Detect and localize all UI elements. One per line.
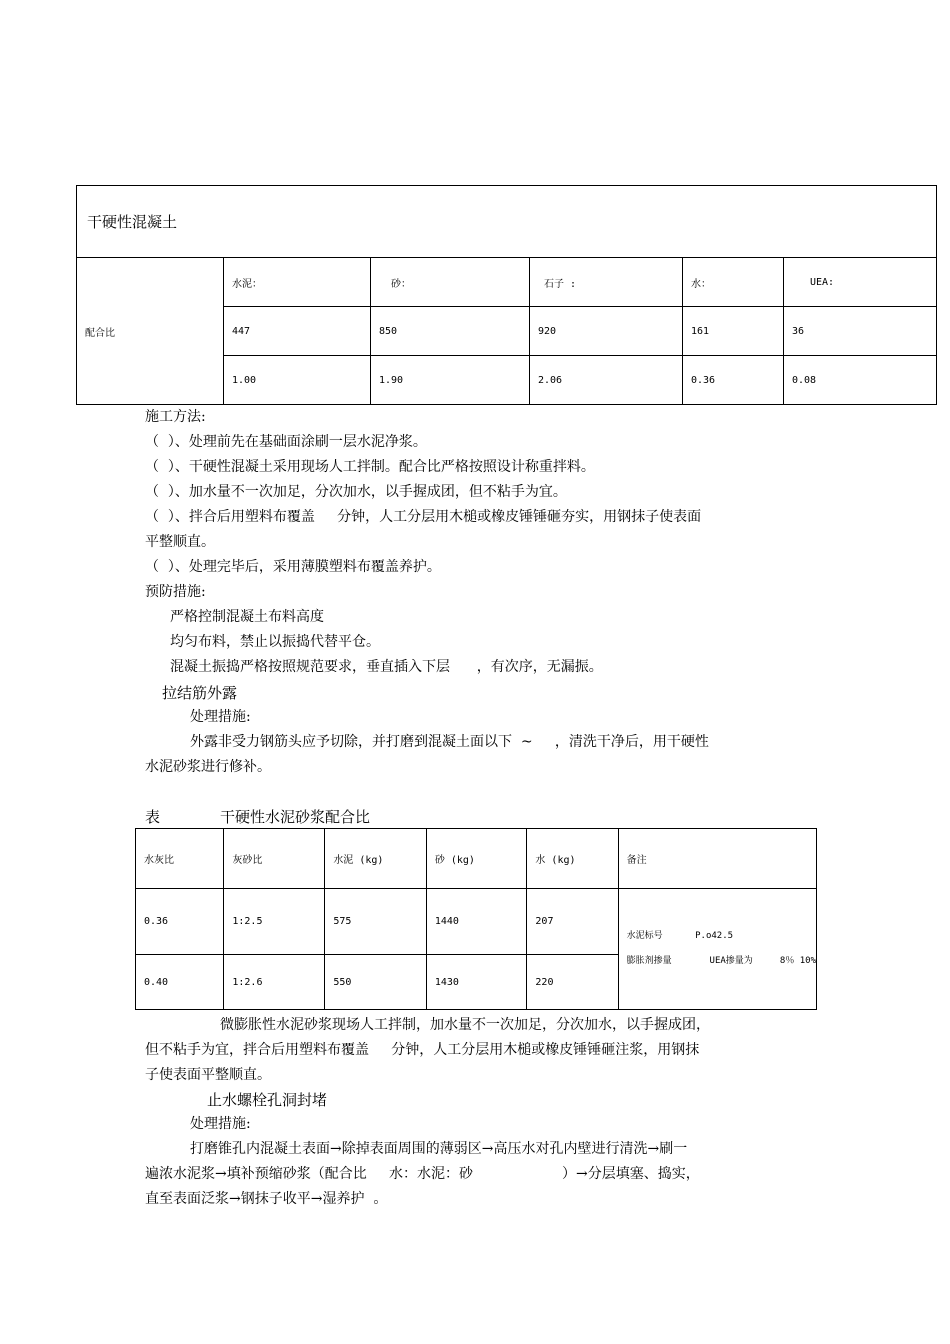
prevent-item: 混凝土振捣严格按照规范要求，垂直插入下层 ，有次序，无漏振。 [170,659,603,675]
step-line: 平整顺直。 [145,534,215,550]
header-cell: 水泥： [224,258,371,307]
mix-ratio-table-mortar [135,828,817,1010]
value-cell: 1.00 [224,356,371,405]
section-sub: 处理措施: [190,709,251,725]
para-line: 外露非受力钢筋头应予切除，并打磨到混凝土面以下 ~ ，清洗干净后，用干硬性 [190,734,709,750]
value-cell: 447 [224,307,371,356]
value-cell: 1:2.5 [224,889,325,955]
header-cell: UEA: [784,258,937,307]
para-line: 子使表面平整顺直。 [145,1067,271,1083]
table-caption-prefix: 表 [145,808,161,826]
step-line: （ ）、加水量不一次加足，分次加水，以手握成团，但不粘手为宜。 [145,484,567,500]
para-line: 遍浓水泥浆→填补预缩砂浆（配合比 水：水泥：砂 ）→分层填塞、捣实， [145,1166,700,1182]
value-cell: 0.36 [136,889,224,955]
row-label: 配合比 [77,258,224,405]
para-line: 但不粘手为宜，拌合后用塑料布覆盖 分钟，人工分层用木槌或橡皮锤锤砸注浆，用钢抹 [145,1042,700,1058]
value-cell: 0.36 [683,356,784,405]
value-cell: 0.40 [136,955,224,1010]
para-line: 微膨胀性水泥砂浆现场人工拌制，加水量不一次加足，分次加水，以手握成团， [220,1017,710,1033]
prevent-item: 均匀布料，禁止以振捣代替平仓。 [170,634,380,650]
section-heading: 止水螺栓孔洞封堵 [207,1091,328,1109]
note-line: 膨胀剂掺量 UEA掺量为 8％ 10% [626,956,816,966]
header-cell: 砂 (kg) [426,829,527,889]
step-line: （ ）、处理完毕后，采用薄膜塑料布覆盖养护。 [145,559,441,575]
value-cell: 2.06 [530,356,683,405]
para-line: 水泥砂浆进行修补。 [145,759,271,775]
table-title: 干硬性混凝土 [77,186,937,258]
note-line: 水泥标号 P.o42.5 [626,931,734,941]
value-cell: 207 [527,889,618,955]
value-cell: 575 [325,889,427,955]
value-cell: 1430 [426,955,527,1010]
step-line: （ ）、处理前先在基础面涂刷一层水泥净浆。 [145,434,427,450]
step-line: （ ）、干硬性混凝土采用现场人工拌制。配合比严格按照设计称重拌料。 [145,459,595,475]
value-cell: 550 [325,955,427,1010]
mix-ratio-table-concrete [76,185,937,405]
prevent-title: 预防措施: [145,584,206,600]
header-cell: 砂： [371,258,530,307]
section-heading: 拉结筋外露 [162,684,238,702]
value-cell: 36 [784,307,937,356]
para-line: 直至表面泛浆→钢抹子收平→湿养护 。 [145,1191,388,1207]
header-cell: 石子 : [530,258,683,307]
header-cell: 灰砂比 [224,829,325,889]
section-sub: 处理措施: [190,1116,251,1132]
header-cell: 水灰比 [136,829,224,889]
value-cell: 0.08 [784,356,937,405]
header-cell: 水： [683,258,784,307]
value-cell: 220 [527,955,618,1010]
table-caption: 干硬性水泥砂浆配合比 [220,808,371,826]
header-cell: 水泥 (kg) [325,829,427,889]
value-cell: 1:2.6 [224,955,325,1010]
note-cell [618,889,816,1010]
method-title: 施工方法: [145,409,206,425]
value-cell: 1440 [426,889,527,955]
prevent-item: 严格控制混凝土布料高度 [170,609,324,625]
value-cell: 161 [683,307,784,356]
value-cell: 850 [371,307,530,356]
para-line: 打磨锥孔内混凝土表面→除掉表面周围的薄弱区→高压水对孔内壁进行清洗→刷一 [190,1141,688,1157]
value-cell: 920 [530,307,683,356]
header-cell: 备注 [618,829,816,889]
header-cell: 水 (kg) [527,829,618,889]
value-cell: 1.90 [371,356,530,405]
step-line: （ ）、拌合后用塑料布覆盖 分钟，人工分层用木槌或橡皮锤锤砸夯实，用钢抹子使表面 [145,509,702,525]
